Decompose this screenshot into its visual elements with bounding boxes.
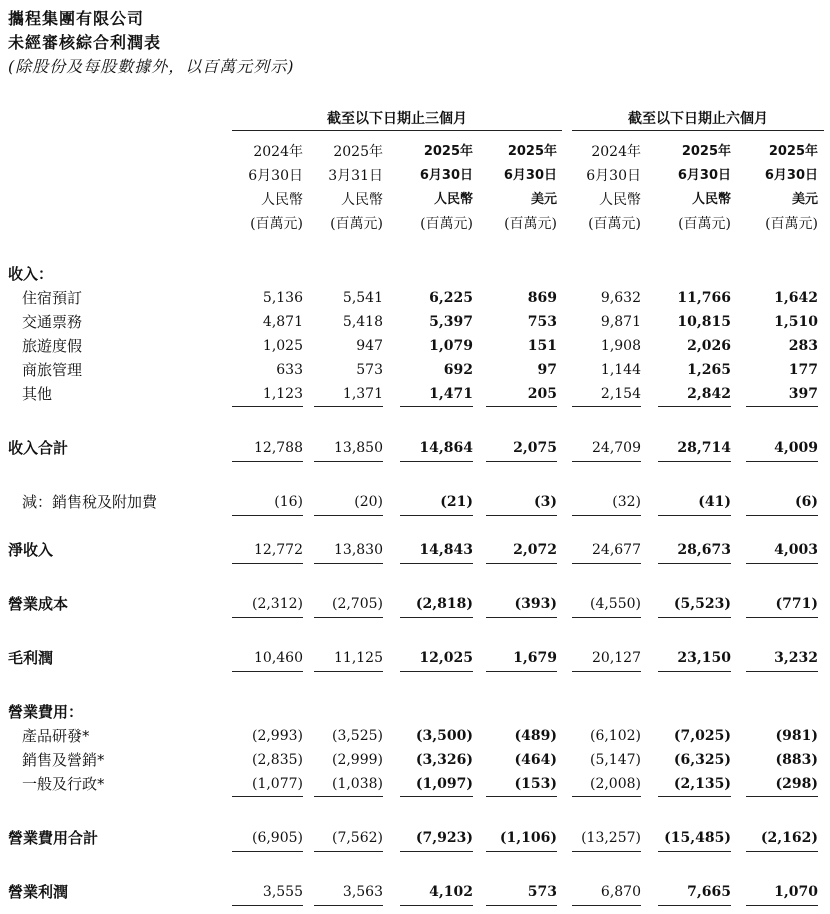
cell-value: (981) bbox=[775, 728, 818, 744]
rule-line bbox=[400, 851, 473, 852]
rule-line bbox=[400, 905, 473, 906]
rule-line bbox=[314, 905, 383, 906]
group-header-six-months: 截至以下日期止六個月 bbox=[572, 108, 824, 131]
row-label: 減：銷售稅及附加費 bbox=[22, 493, 158, 511]
cell-value: 4,871 bbox=[262, 314, 303, 330]
rule-line bbox=[658, 796, 731, 797]
cell-value: 14,864 bbox=[419, 440, 473, 456]
row-label: 住宿預訂 bbox=[22, 289, 83, 307]
rule-line bbox=[572, 905, 641, 906]
cell-value: (13,257) bbox=[581, 830, 641, 846]
rule-line bbox=[400, 671, 473, 672]
cell-value: (7,923) bbox=[415, 830, 473, 846]
col-2-date: 3月31日 bbox=[328, 168, 383, 184]
col-1-date: 6月30日 bbox=[248, 168, 303, 184]
table-row bbox=[0, 262, 830, 286]
cell-value: 4,009 bbox=[774, 440, 818, 456]
cell-value: (1,106) bbox=[499, 830, 557, 846]
cell-value: 97 bbox=[537, 362, 557, 378]
cell-value: (2,135) bbox=[673, 776, 731, 792]
rule-line bbox=[486, 563, 557, 564]
rule-line bbox=[746, 617, 818, 618]
rule-line bbox=[486, 905, 557, 906]
cell-value: 3,563 bbox=[342, 884, 383, 900]
cell-value: (21) bbox=[440, 494, 473, 510]
table-row bbox=[0, 436, 830, 460]
cell-value: 12,772 bbox=[254, 542, 303, 558]
cell-value: 3,232 bbox=[774, 650, 818, 666]
col-2-currency: 人民幣 bbox=[341, 192, 383, 208]
cell-value: (5,523) bbox=[673, 596, 731, 612]
rule-line bbox=[400, 406, 473, 407]
cell-value: (1,038) bbox=[331, 776, 383, 792]
statement-title: 未經審核綜合利潤表 bbox=[8, 33, 162, 52]
rule-line bbox=[232, 671, 303, 672]
col-6-date: 6月30日 bbox=[677, 168, 731, 183]
rule-line bbox=[486, 406, 557, 407]
rule-line bbox=[572, 851, 641, 852]
col-7-currency: 美元 bbox=[791, 192, 818, 207]
col-4-date: 6月30日 bbox=[503, 168, 557, 183]
cell-value: 5,397 bbox=[429, 314, 473, 330]
cell-value: 633 bbox=[276, 362, 303, 378]
cell-value: 1,908 bbox=[600, 338, 641, 354]
cell-value: (3,500) bbox=[415, 728, 473, 744]
cell-value: (3,326) bbox=[415, 752, 473, 768]
cell-value: 1,025 bbox=[262, 338, 303, 354]
rule-line bbox=[314, 617, 383, 618]
cell-value: 24,709 bbox=[592, 440, 641, 456]
row-label: 一般及行政* bbox=[22, 775, 105, 793]
row-label: 產品研發* bbox=[22, 727, 90, 745]
cell-value: (7,562) bbox=[331, 830, 383, 846]
table-row bbox=[0, 826, 830, 850]
col-1-currency: 人民幣 bbox=[261, 192, 303, 208]
rule-line bbox=[232, 461, 303, 462]
rule-line bbox=[400, 617, 473, 618]
col-5-year: 2024年 bbox=[591, 144, 641, 160]
col-1-unit: (百萬元) bbox=[250, 216, 303, 232]
table-row bbox=[0, 700, 830, 724]
row-label: 其他 bbox=[22, 385, 53, 403]
row-label: 交通票務 bbox=[22, 313, 83, 331]
cell-value: 11,125 bbox=[334, 650, 383, 666]
row-label: 旅遊度假 bbox=[22, 337, 83, 355]
cell-value: 6,225 bbox=[429, 290, 473, 306]
cell-value: 11,766 bbox=[677, 290, 731, 306]
table-row bbox=[0, 724, 830, 748]
rule-line bbox=[746, 905, 818, 906]
cell-value: 397 bbox=[788, 386, 818, 402]
cell-value: (3,525) bbox=[331, 728, 383, 744]
row-label: 收入： bbox=[8, 265, 54, 283]
cell-value: 2,154 bbox=[600, 386, 641, 402]
table-row bbox=[0, 286, 830, 310]
col-3-year: 2025年 bbox=[423, 144, 473, 159]
cell-value: (2,162) bbox=[760, 830, 818, 846]
rule-line bbox=[314, 563, 383, 564]
table-row bbox=[0, 490, 830, 514]
col-5-unit: (百萬元) bbox=[588, 216, 641, 232]
cell-value: (6,905) bbox=[251, 830, 303, 846]
rule-line bbox=[232, 406, 303, 407]
cell-value: (2,993) bbox=[251, 728, 303, 744]
cell-value: 947 bbox=[356, 338, 383, 354]
rule-line bbox=[314, 406, 383, 407]
company-name: 攜程集團有限公司 bbox=[8, 9, 145, 28]
table-row bbox=[0, 334, 830, 358]
cell-value: 177 bbox=[788, 362, 818, 378]
rule-line bbox=[658, 515, 731, 516]
cell-value: 283 bbox=[788, 338, 818, 354]
cell-value: (1,097) bbox=[415, 776, 473, 792]
table-row bbox=[0, 748, 830, 772]
rule-line bbox=[746, 796, 818, 797]
rule-line bbox=[486, 851, 557, 852]
cell-value: (883) bbox=[775, 752, 818, 768]
cell-value: (5,147) bbox=[589, 752, 641, 768]
cell-value: (1,077) bbox=[251, 776, 303, 792]
table-row bbox=[0, 310, 830, 334]
cell-value: 7,665 bbox=[687, 884, 731, 900]
rule-line bbox=[232, 796, 303, 797]
rule-line bbox=[572, 515, 641, 516]
cell-value: 3,555 bbox=[262, 884, 303, 900]
cell-value: 28,673 bbox=[677, 542, 731, 558]
cell-value: 1,265 bbox=[687, 362, 731, 378]
rule-line bbox=[746, 851, 818, 852]
col-1-year: 2024年 bbox=[253, 144, 303, 160]
col-4-year: 2025年 bbox=[507, 144, 557, 159]
rule-line bbox=[658, 617, 731, 618]
cell-value: 10,815 bbox=[677, 314, 731, 330]
cell-value: 151 bbox=[527, 338, 557, 354]
cell-value: 4,102 bbox=[429, 884, 473, 900]
rule-line bbox=[572, 406, 641, 407]
rule-line bbox=[314, 515, 383, 516]
rule-line bbox=[658, 851, 731, 852]
cell-value: (489) bbox=[514, 728, 557, 744]
cell-value: 1,123 bbox=[262, 386, 303, 402]
rule-line bbox=[572, 563, 641, 564]
table-row bbox=[0, 382, 830, 406]
rule-line bbox=[486, 617, 557, 618]
cell-value: (16) bbox=[274, 494, 303, 510]
cell-value: 14,843 bbox=[419, 542, 473, 558]
col-3-date: 6月30日 bbox=[419, 168, 473, 183]
cell-value: 692 bbox=[443, 362, 473, 378]
col-5-date: 6月30日 bbox=[586, 168, 641, 184]
cell-value: 12,788 bbox=[254, 440, 303, 456]
cell-value: (3) bbox=[534, 494, 557, 510]
rule-line bbox=[400, 796, 473, 797]
col-3-unit: (百萬元) bbox=[420, 216, 473, 232]
col-3-currency: 人民幣 bbox=[433, 192, 473, 207]
table-row bbox=[0, 772, 830, 796]
cell-value: 9,632 bbox=[600, 290, 641, 306]
cell-value: 205 bbox=[527, 386, 557, 402]
rule-line bbox=[658, 461, 731, 462]
cell-value: (2,818) bbox=[415, 596, 473, 612]
col-7-date: 6月30日 bbox=[764, 168, 818, 183]
cell-value: 23,150 bbox=[677, 650, 731, 666]
cell-value: 1,471 bbox=[429, 386, 473, 402]
cell-value: 12,025 bbox=[419, 650, 473, 666]
col-4-currency: 美元 bbox=[530, 192, 557, 207]
rule-line bbox=[746, 671, 818, 672]
cell-value: 6,870 bbox=[600, 884, 641, 900]
row-label: 毛利潤 bbox=[8, 649, 54, 667]
rule-line bbox=[400, 563, 473, 564]
rule-line bbox=[314, 851, 383, 852]
cell-value: (2,999) bbox=[331, 752, 383, 768]
col-5-currency: 人民幣 bbox=[599, 192, 641, 208]
rule-line bbox=[746, 515, 818, 516]
cell-value: 5,418 bbox=[342, 314, 383, 330]
rule-line bbox=[486, 796, 557, 797]
group-header-three-months: 截至以下日期止三個月 bbox=[232, 108, 562, 131]
table-row bbox=[0, 358, 830, 382]
col-7-unit: (百萬元) bbox=[765, 216, 818, 232]
cell-value: 1,079 bbox=[429, 338, 473, 354]
cell-value: (771) bbox=[775, 596, 818, 612]
cell-value: 1,144 bbox=[600, 362, 641, 378]
cell-value: (464) bbox=[514, 752, 557, 768]
cell-value: 5,136 bbox=[262, 290, 303, 306]
cell-value: (6,102) bbox=[589, 728, 641, 744]
col-4-unit: (百萬元) bbox=[504, 216, 557, 232]
row-label: 營業成本 bbox=[8, 595, 69, 613]
cell-value: (15,485) bbox=[664, 830, 731, 846]
cell-value: (6,325) bbox=[673, 752, 731, 768]
cell-value: 13,850 bbox=[334, 440, 383, 456]
row-label: 收入合計 bbox=[8, 439, 69, 457]
cell-value: 10,460 bbox=[254, 650, 303, 666]
row-label: 商旅管理 bbox=[22, 361, 83, 379]
col-2-unit: (百萬元) bbox=[330, 216, 383, 232]
cell-value: (7,025) bbox=[673, 728, 731, 744]
cell-value: (20) bbox=[354, 494, 383, 510]
rule-line bbox=[314, 796, 383, 797]
rule-line bbox=[658, 905, 731, 906]
cell-value: 2,842 bbox=[687, 386, 731, 402]
cell-value: 1,371 bbox=[342, 386, 383, 402]
rule-line bbox=[400, 461, 473, 462]
table-row bbox=[0, 538, 830, 562]
col-6-unit: (百萬元) bbox=[678, 216, 731, 232]
cell-value: 753 bbox=[527, 314, 557, 330]
cell-value: (2,835) bbox=[251, 752, 303, 768]
rule-line bbox=[572, 671, 641, 672]
rule-line bbox=[486, 515, 557, 516]
row-label: 營業費用合計 bbox=[8, 829, 99, 847]
rule-line bbox=[746, 461, 818, 462]
rule-line bbox=[658, 406, 731, 407]
cell-value: (4,550) bbox=[589, 596, 641, 612]
cell-value: 1,679 bbox=[513, 650, 557, 666]
rule-line bbox=[658, 563, 731, 564]
col-6-year: 2025年 bbox=[681, 144, 731, 159]
row-label: 淨收入 bbox=[8, 541, 54, 559]
cell-value: (32) bbox=[612, 494, 641, 510]
rule-line bbox=[572, 796, 641, 797]
rule-line bbox=[658, 671, 731, 672]
statement-note: (除股份及每股數據外，以百萬元列示) bbox=[8, 57, 295, 76]
cell-value: 5,541 bbox=[342, 290, 383, 306]
cell-value: 2,026 bbox=[687, 338, 731, 354]
cell-value: 28,714 bbox=[677, 440, 731, 456]
row-label: 營業利潤 bbox=[8, 883, 69, 901]
col-6-currency: 人民幣 bbox=[691, 192, 731, 207]
cell-value: (41) bbox=[698, 494, 731, 510]
cell-value: 9,871 bbox=[600, 314, 641, 330]
cell-value: 20,127 bbox=[592, 650, 641, 666]
rule-line bbox=[572, 461, 641, 462]
rule-line bbox=[232, 617, 303, 618]
cell-value: 573 bbox=[527, 884, 557, 900]
cell-value: (298) bbox=[775, 776, 818, 792]
rule-line bbox=[572, 617, 641, 618]
rule-line bbox=[314, 671, 383, 672]
rule-line bbox=[486, 461, 557, 462]
table-row bbox=[0, 592, 830, 616]
rule-line bbox=[232, 851, 303, 852]
rule-line bbox=[314, 461, 383, 462]
cell-value: (2,312) bbox=[251, 596, 303, 612]
cell-value: (6) bbox=[795, 494, 818, 510]
rule-line bbox=[746, 563, 818, 564]
cell-value: 1,070 bbox=[774, 884, 818, 900]
cell-value: 1,510 bbox=[774, 314, 818, 330]
col-2-year: 2025年 bbox=[333, 144, 383, 160]
row-label: 營業費用： bbox=[8, 703, 84, 721]
cell-value: 2,075 bbox=[513, 440, 557, 456]
rule-line bbox=[232, 905, 303, 906]
table-row bbox=[0, 646, 830, 670]
rule-line bbox=[746, 406, 818, 407]
cell-value: 13,830 bbox=[334, 542, 383, 558]
rule-line bbox=[232, 515, 303, 516]
cell-value: 1,642 bbox=[774, 290, 818, 306]
cell-value: 4,003 bbox=[774, 542, 818, 558]
cell-value: 2,072 bbox=[513, 542, 557, 558]
row-label: 銷售及營銷* bbox=[22, 751, 105, 769]
cell-value: 573 bbox=[356, 362, 383, 378]
rule-line bbox=[232, 563, 303, 564]
rule-line bbox=[486, 671, 557, 672]
cell-value: 869 bbox=[527, 290, 557, 306]
cell-value: (153) bbox=[514, 776, 557, 792]
cell-value: (393) bbox=[514, 596, 557, 612]
cell-value: (2,705) bbox=[331, 596, 383, 612]
col-7-year: 2025年 bbox=[768, 144, 818, 159]
table-row bbox=[0, 880, 830, 904]
cell-value: (2,008) bbox=[589, 776, 641, 792]
cell-value: 24,677 bbox=[592, 542, 641, 558]
rule-line bbox=[400, 515, 473, 516]
